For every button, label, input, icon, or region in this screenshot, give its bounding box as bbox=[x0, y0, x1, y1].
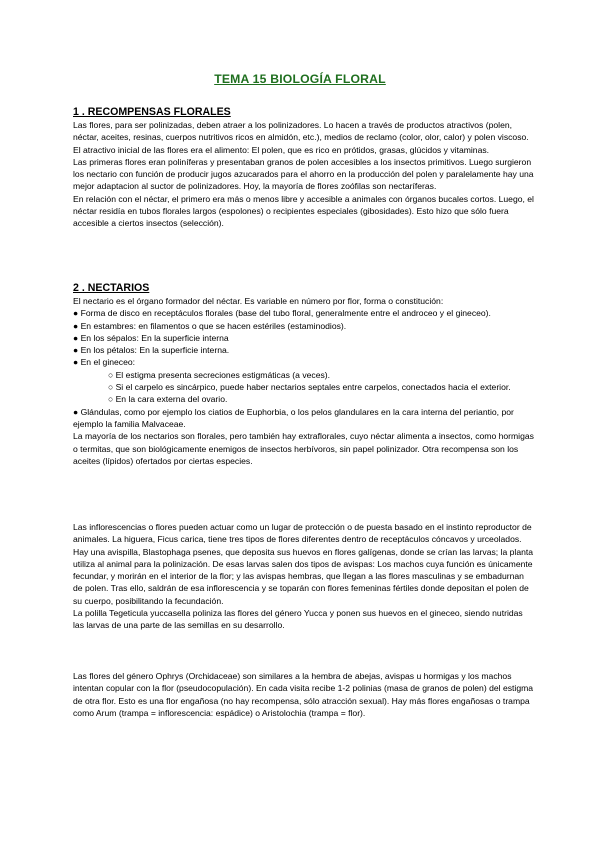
sub-list-item: ○ Si el carpelo es sincárpico, puede haber nectarios septales entre carpelos, conectados hacia el exterior. bbox=[108, 382, 511, 393]
list-item: ● Forma de disco en receptáculos florales (base del tubo floral, generalmente entre el androceo y el gineceo). bbox=[73, 308, 491, 319]
section-inflorescencias bbox=[73, 521, 535, 632]
section-recompensas bbox=[73, 106, 535, 230]
paragraph: El nectario es el órgano formador del néctar. Es variable en número por flor, forma o constitución: bbox=[73, 296, 444, 306]
document-title: TEMA 15 BIOLOGÍA FLORAL bbox=[214, 72, 386, 86]
paragraph: Las flores, para ser polinizadas, deben atraer a los polinizadores. Lo hacen a través de productos atractivos (polen, néctar, aceites, resinas, cuerpos nutritivos ricos en almidón, etc.), medios de reclamo (color, olor, calor) y polen viscoso. El atractivo inicial de las flores era el alimento: El polen, que es rico en prótidos, grasas, glúcidos y vitaminas. bbox=[73, 120, 529, 155]
paragraph: Hay una avispilla, Blastophaga psenes, que deposita sus huevos en flores galígenas, donde se crían las larvas; la planta utiliza al animal para la polinización. De esas larvas salen dos tipos de avispas: Los machos cuya función es únicamente fecundar, y morirán en el interior de la flor; y las avispas hembras, que llegan a las flores masculinas y se embadurnan de polen. Tras ello, saldrán de esa inflorescencia y se toparán con flores femeninas fértiles donde depositan el polen de su cuerpo, posibilitando la fecundación. bbox=[73, 546, 534, 606]
paragraph: Las flores del género Ophrys (Orchidaceae) son similares a la hembra de abejas, avispas u hormigas y los machos intentan copular con la flor (pseudocopulación). En cada visita recibe 1-2 polinias (masa de granos de polen) del estigma de otra flor. Esto es una flor engañosa (no hay recompensa, sólo atracción sexual). Hay más flores engañosas o trampa como Arum (trampa = inflorescencia: espádice) o Aristolochia (trampa = flor). bbox=[73, 671, 534, 718]
paragraph: Las primeras flores eran poliníferas y presentaban granos de polen accesibles a los insectos primitivos. Luego surgieron los nectario con función de producir jugos azucarados para el ahorro en la producción del polen y paralelamente hay una mejor adaptacion al suctor de polinizadores. Hoy, la mayoría de flores zoófilas son nectaríferas. bbox=[73, 156, 534, 192]
section-heading-recompensas: 1 . RECOMPENSAS FLORALES bbox=[73, 106, 231, 118]
section-nectarios bbox=[73, 282, 535, 467]
paragraph: La polilla Tegeticula yuccasella poliniza las flores del género Yucca y ponen sus huevos en el gineceo, siendo nutridas las larvas de una parte de las semillas en su desarrollo. bbox=[73, 608, 523, 631]
list-item: ● Glándulas, como por ejemplo los ciatios de Euphorbia, o los pelos glandulares en la cara interna del periantio, por ejemplo la familia Malvaceae. bbox=[73, 406, 514, 429]
sub-list-item: ○ El estigma presenta secreciones estigmáticas (a veces). bbox=[108, 369, 331, 380]
section-ophrys bbox=[73, 670, 535, 719]
list-item: ● En los sépalos: En la superficie interna bbox=[73, 332, 229, 343]
list-item: ● En el gineceo: bbox=[73, 357, 136, 368]
sub-list-item: ○ En la cara externa del ovario. bbox=[108, 394, 228, 405]
list-item: ● En estambres: en filamentos o que se hacen estériles (estaminodios). bbox=[73, 320, 347, 331]
list-item: ● En los pétalos: En la superficie interna. bbox=[73, 345, 230, 356]
paragraph: Las inflorescencias o flores pueden actuar como un lugar de protección o de puesta basado en el instinto reproductor de animales. La higuera, Ficus carica, tiene tres tipos de flores diferentes dentro de receptáculos cóncavos y urceolados. bbox=[73, 522, 532, 545]
paragraph: En relación con el néctar, el primero era más o menos libre y accesible a animales con órganos bucales cortos. Luego, el néctar residía en tubos florales largos (espolones) o recipientes especiales (gibosidades). Esto hizo que sólo fuera accesible a ciertos insectos (selección). bbox=[73, 193, 534, 229]
section-heading-nectarios: 2 . NECTARIOS bbox=[73, 282, 150, 294]
paragraph: La mayoría de los nectarios son florales, pero también hay extraflorales, cuyo néctar alimenta a insectos, como hormigas o termitas, que son biológicamente enemigos de insectos herbívoros, sin papel polinizador. Otra recompensa son los aceites (lípidos) ofertados por ciertas especies. bbox=[73, 431, 534, 466]
